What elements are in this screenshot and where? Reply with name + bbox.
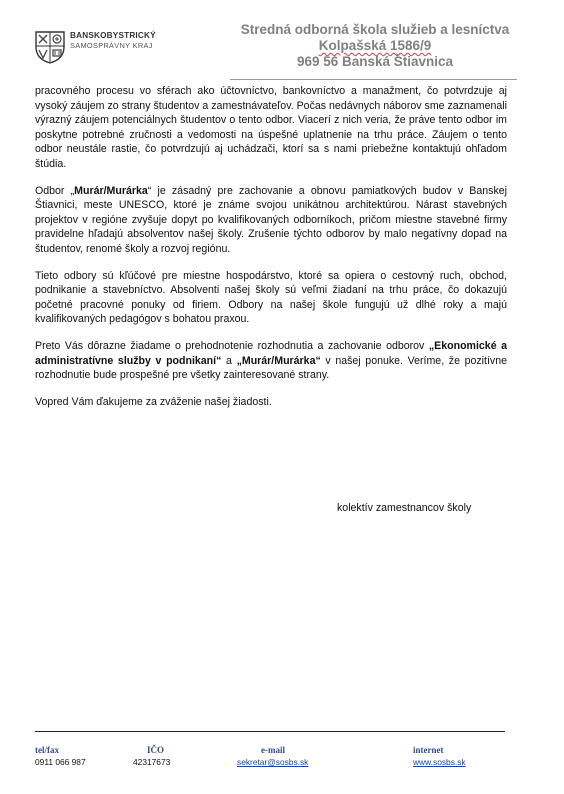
footer-ico (133, 744, 170, 768)
logo-line2: SAMOSPRÁVNY KRAJ (70, 41, 153, 50)
footer-email (237, 744, 308, 768)
school-name: Stredná odborná škola služieb a lesníctva (240, 22, 510, 37)
field-economic: „Ekonomické a administratívne služby v podnikaní“ (35, 339, 507, 367)
email-label: e-mail (261, 745, 285, 755)
logo-text (70, 31, 156, 51)
tel-label: tel/fax (35, 745, 59, 755)
footer-web (413, 744, 466, 768)
paragraph-1: pracovného procesu vo sférach ako účtovníctvo, bankovníctvo a manažment, čo potvrdzuje aj vysoký záujem zo strany študentov a zamestnávateľov. Počas nedávnych náborov sme zaznamenali výrazný záujem potenciálnych študentov o tento odbor. Viacerí z nich veria, že práve tento odbor im poskytne potrebné zručnosti a vedomosti na úspešné uplatnenie na trhu práce. Záujem o tento odbor neustále rastie, čo potvrdzujú aj uchádzači, ktorí sa s nami priebežne kontaktujú ohľadom štúdia. (35, 85, 507, 170)
logo-line1: BANSKOBYSTRICKÝ (70, 31, 156, 40)
paragraph-3: Tieto odbory sú kľúčové pre miestne hospodárstvo, ktoré sa opiera o cestovný ruch, obchod, podnikanie a stavebníctvo. Absolventi našej školy sú veľmi žiadaní na trhu práce, čo dokazujú početné pracovné ponuky od firiem. Odbory na našej škole fungujú už dlhé roky a majú kvalifikovaných pedagógov s bohatou praxou. (35, 269, 507, 326)
field-murar: Murár/Murárka (74, 184, 148, 197)
school-header (240, 22, 510, 70)
paragraph-2: Odbor „Murár/Murárka“ je zásadný pre zachovanie a obnovu pamiatkových budov v Banskej Štiavnici, meste UNESCO, ktoré je známe svojou unikátnou architektúrou. Nárast stavebných projektov v regióne zvyšuje dopyt po kvalifikovaných odborníkoch, pričom miestne stavebné firmy pravidelne hľadajú absolventov našej školy. Zrušenie týchto odborov by malo negatívny dopad na študentov, renomé školy a rozvoj regiónu. (35, 184, 507, 255)
email-link[interactable]: sekretar@sosbs.sk (237, 757, 309, 767)
tel-value: 0911 066 987 (35, 757, 86, 767)
signature: kolektív zamestnancov školy (337, 502, 472, 514)
ico-label: IČO (147, 745, 165, 755)
web-label: internet (413, 745, 444, 755)
school-city: 969 56 Banská Štiavnica (296, 54, 454, 69)
coat-of-arms-logo (33, 29, 67, 65)
footer-tel (35, 744, 86, 768)
ico-value: 42317673 (133, 757, 171, 767)
footer-divider (35, 731, 505, 732)
letter-body (35, 84, 507, 421)
paragraph-5: Vopred Vám ďakujeme za zváženie našej žiadosti. (35, 395, 272, 408)
web-link[interactable]: www.sosbs.sk (413, 757, 466, 767)
paragraph-4: Preto Vás dôrazne žiadame o prehodnotenie rozhodnutia a zachovanie odborov „Ekonomické a administratívne služby v podnikaní“ a „Murár/Murárka“ v našej ponuke. Veríme, že pozitívne rozhodnutie bude prospešné pre všetky zainteresované strany. (35, 339, 508, 382)
field-murar-2: „Murár/Murárka“ (236, 354, 321, 367)
header-divider (230, 79, 517, 80)
school-street: Kolpašská 1586/9 (318, 38, 432, 53)
